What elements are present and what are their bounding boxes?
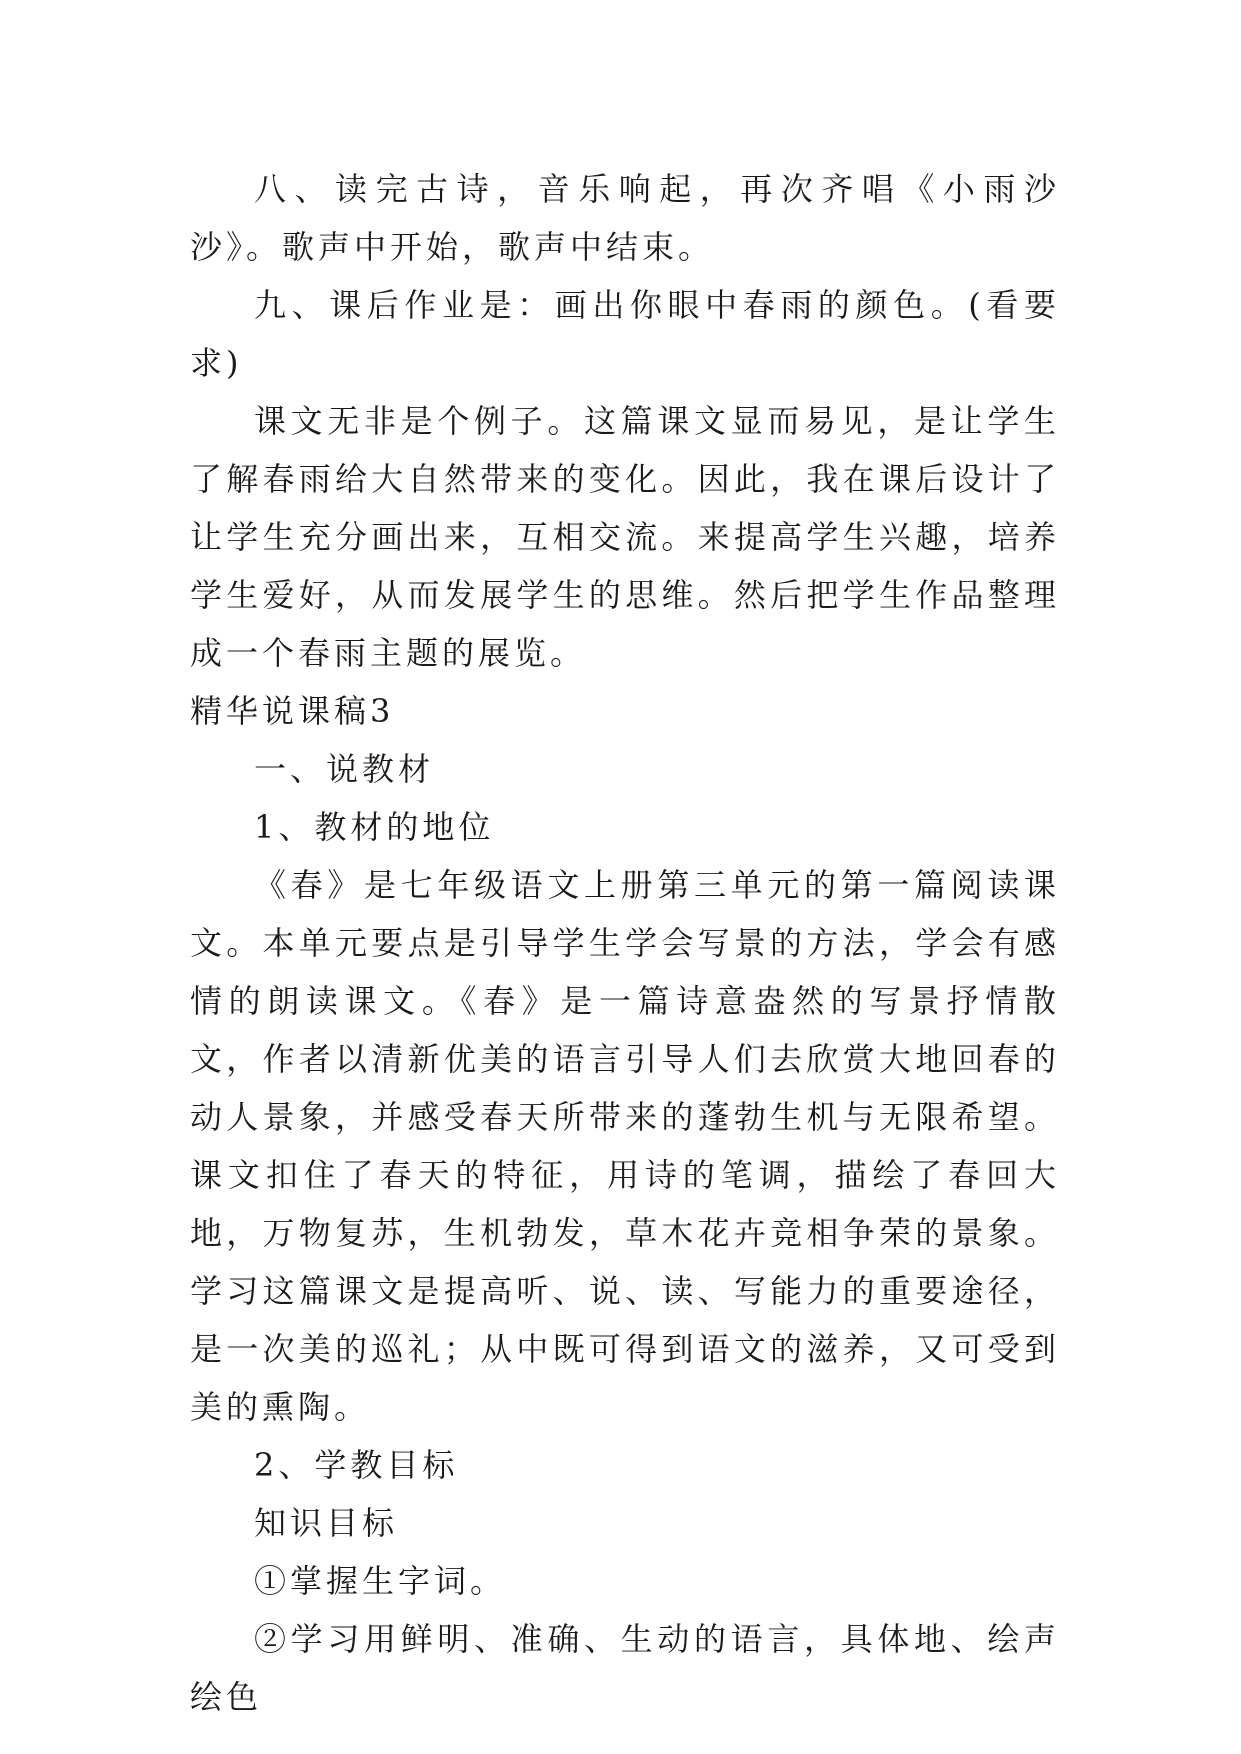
section-heading: 精华说课稿3 bbox=[190, 692, 395, 730]
list-item-goal-1: ①掌握生字词。 bbox=[254, 1562, 507, 1600]
subheading-material-status: 1、教材的地位 bbox=[254, 808, 495, 846]
subheading-knowledge-goals: 知识目标 bbox=[254, 1504, 399, 1542]
subheading-teaching-material: 一、说教材 bbox=[254, 750, 435, 788]
subheading-teaching-goals: 2、学教目标 bbox=[254, 1446, 459, 1484]
paragraph-reflection: 课文无非是个例子。这篇课文显而易见，是让学生了解春雨给大自然带来的变化。因此，我在课后设计了让学生充分画出来，互相交流。来提高学生兴趣，培养学生爱好，从而发展学生的思维。然后把学生作品整理成一个春雨主题的展览。 bbox=[190, 402, 1060, 672]
paragraph-material-description: 《春》是七年级语文上册第三单元的第一篇阅读课文。本单元要点是引导学生学会写景的方法，学会有感情的朗读课文。《春》是一篇诗意盎然的写景抒情散文，作者以清新优美的语言引导人们去欣赏大地回春的动人景象，并感受春天所带来的蓬勃生机与无限希望。课文扣住了春天的特征，用诗的笔调，描绘了春回大地，万物复苏，生机勃发，草木花卉竞相争荣的景象。学习这篇课文是提高听、说、读、写能力的重要途径，是一次美的巡礼；从中既可得到语文的滋养，又可受到美的熏陶。 bbox=[190, 866, 1060, 1426]
list-item-goal-2: ②学习用鲜明、准确、生动的语言，具体地、绘声绘色 bbox=[190, 1620, 1060, 1716]
paragraph-8-reading: 八、读完古诗，音乐响起，再次齐唱《小雨沙沙》。歌声中开始，歌声中结束。 bbox=[190, 170, 1060, 266]
paragraph-9-homework: 九、课后作业是：画出你眼中春雨的颜色。(看要求) bbox=[190, 286, 1060, 382]
document-body bbox=[190, 160, 1060, 1726]
